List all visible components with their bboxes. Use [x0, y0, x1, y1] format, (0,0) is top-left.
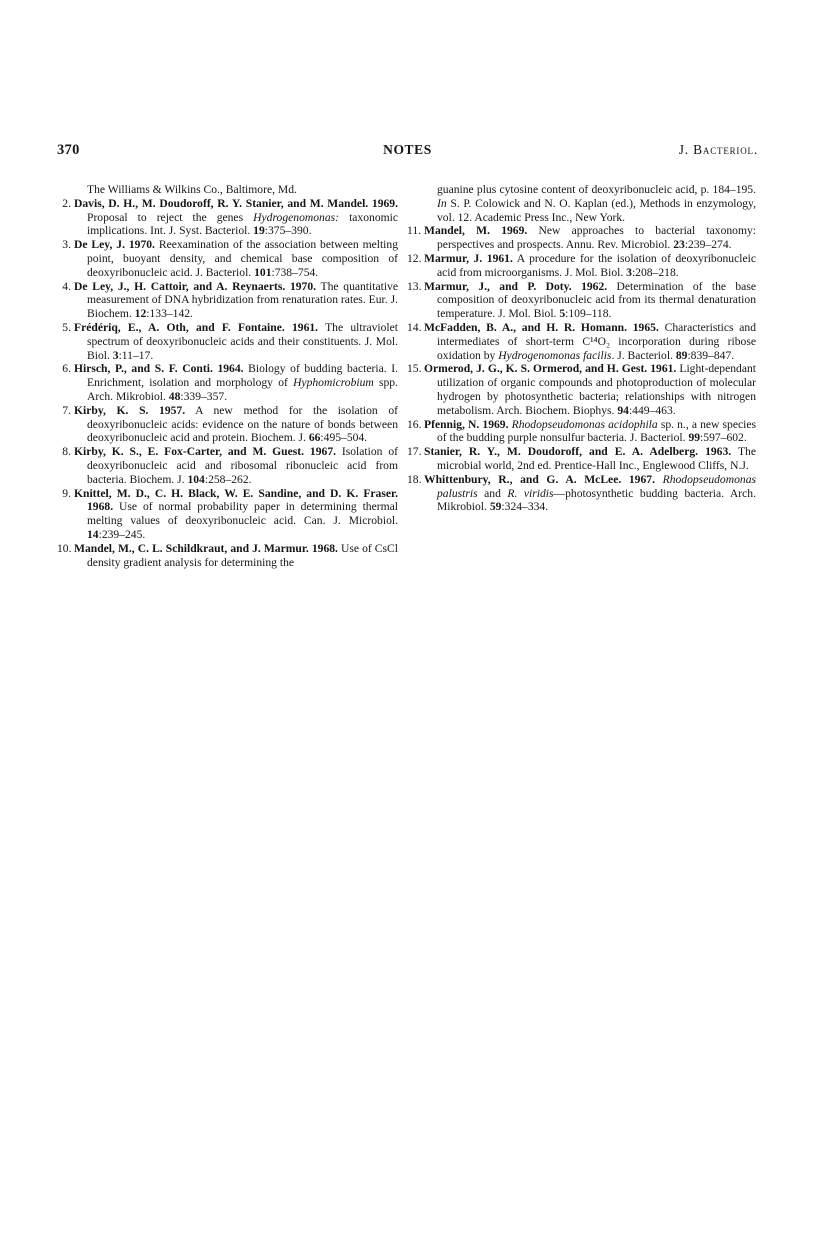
- reference-text: Pfennig, N. 1969.: [424, 417, 509, 431]
- reference-item: [57, 445, 398, 486]
- reference-text: Biology of budding bacteria. I. Enrichment, isolation and morphology of: [87, 362, 398, 390]
- reference-text: and: [477, 486, 508, 500]
- reference-text: . J. Bacteriol.: [611, 348, 676, 362]
- reference-text: Characteristics and intermediates of short-term C¹⁴O₂ incorporation during ribose oxidation by: [437, 320, 756, 362]
- reference-text: Stanier, R. Y., M. Doudoroff, and E. A. Adelberg. 1963.: [424, 445, 732, 459]
- reference-text: Reexamination of the association between melting point, buoyant density, and chemical base composition of deoxyribonucleic acid. J. Bacteriol.: [87, 238, 398, 279]
- references-column-right: [407, 183, 756, 569]
- reference-text: :495–504.: [320, 431, 368, 445]
- reference-text: :11–17.: [118, 348, 154, 362]
- reference-text: sp. n., a new species of the budding purple nonsulfur bacteria. J. Bacteriol.: [437, 417, 756, 445]
- reference-text: :375–390.: [264, 224, 312, 238]
- reference-text: A new method for the isolation of deoxyribonucleic acids: evidence on the nature of bonds between deoxyribonucleic acid and protein. Biochem. J.: [87, 403, 399, 445]
- reference-item: [407, 362, 756, 417]
- reference-item: [407, 418, 756, 446]
- reference-text: :738–754.: [271, 265, 319, 279]
- reference-text: 89: [675, 348, 688, 362]
- reference-text: spp. Arch. Mikrobiol.: [87, 376, 398, 403]
- reference-text: 59: [489, 500, 502, 514]
- reference-item: [407, 252, 756, 280]
- reference-text: Kirby, K. S. 1957.: [74, 403, 186, 417]
- reference-text: Use of normal probability paper in determining thermal melting values of deoxyribonucleic acid. Can. J. Microbiol.: [87, 500, 398, 528]
- reference-text: The quantitative measurement of DNA hybridization from renaturation rates. Eur. J. Biochem.: [87, 279, 399, 321]
- reference-text: 48: [168, 389, 181, 403]
- reference-text: Hydrogenomonas:: [253, 210, 340, 224]
- reference-text: Rhodopseudomonas acidophila: [511, 417, 658, 431]
- reference-text: 5: [559, 307, 566, 321]
- references-section: [57, 183, 756, 569]
- reference-text: De Ley, J., H. Cattoir, and A. Reynaerts. 1970.: [74, 279, 317, 293]
- reference-item: [57, 197, 398, 238]
- reference-text: Light-dependant utilization of organic compounds and photoproduction of molecular hydrogen by photosynthetic bacteria; relationships with nitrogen metabolism. Arch. Biochem. Biophys.: [437, 362, 756, 417]
- reference-number: 18.: [407, 472, 422, 486]
- reference-number: 5.: [62, 320, 71, 334]
- reference-text: :258–262.: [204, 472, 252, 486]
- reference-text: [655, 473, 663, 486]
- reference-number: 2.: [62, 196, 71, 210]
- reference-text: New approaches to bacterial taxonomy: perspectives and prospects. Annu. Rev. Microbiol.: [437, 224, 756, 252]
- reference-number: 4.: [62, 279, 71, 293]
- reference-text: S. P. Colowick and N. O. Kaplan (ed.), Methods in enzymology, vol. 12. Academic Press Inc., New York.: [437, 196, 756, 224]
- reference-item: [57, 280, 398, 321]
- reference-continuation: [57, 183, 398, 197]
- reference-item: [57, 404, 398, 445]
- reference-text: 12: [134, 307, 147, 321]
- reference-text: 101: [254, 265, 272, 279]
- reference-number: 10.: [57, 541, 72, 555]
- reference-item: [57, 487, 398, 542]
- reference-text: :109–118.: [565, 307, 612, 321]
- reference-text: 3: [626, 265, 632, 279]
- reference-text: De Ley, J. 1970.: [74, 238, 155, 252]
- reference-text: In: [437, 196, 447, 210]
- reference-text: Isolation of deoxyribonucleic acid and ribosomal ribonucleic acid from bacteria. Biochem. J.: [87, 445, 398, 486]
- reference-text: 66: [308, 431, 321, 445]
- reference-text: Frédériq, E., A. Oth, and F. Fontaine. 1961.: [74, 320, 319, 334]
- journal-name: J. Bacteriol.: [678, 142, 758, 157]
- reference-number: 3.: [62, 238, 71, 252]
- references-column-left: [57, 183, 398, 569]
- reference-number: 16.: [407, 417, 422, 431]
- reference-text: Mandel, M., C. L. Schildkraut, and J. Marmur. 1968.: [74, 541, 338, 555]
- reference-text: 104: [187, 472, 205, 486]
- reference-text: Hyphomicrobium: [293, 376, 374, 390]
- reference-number: 11.: [407, 224, 422, 238]
- page-header: [57, 142, 758, 159]
- reference-text: :324–334.: [501, 500, 549, 514]
- reference-number: 17.: [407, 445, 422, 459]
- reference-item: [407, 445, 756, 473]
- reference-text: Marmur, J. 1961.: [424, 251, 513, 265]
- reference-text: Mandel, M. 1969.: [424, 224, 528, 238]
- reference-text: 3: [112, 348, 119, 362]
- reference-text: The Williams & Wilkins Co., Baltimore, Md.: [87, 183, 297, 196]
- reference-item: [407, 224, 756, 252]
- reference-text: Davis, D. H., M. Doudoroff, R. Y. Stanier, and M. Mandel. 1969.: [74, 196, 398, 210]
- reference-text: 23: [673, 238, 685, 252]
- reference-continuation: [407, 183, 756, 224]
- reference-text: Hirsch, P., and S. F. Conti. 1964.: [74, 362, 244, 376]
- reference-text: :239–274.: [684, 238, 732, 252]
- reference-text: Rhodopseudomonas palustris: [437, 472, 756, 500]
- reference-text: :449–463.: [628, 403, 676, 417]
- reference-text: :339–357.: [180, 389, 228, 403]
- reference-text: —photosynthetic budding bacteria. Arch. Mikrobiol.: [437, 486, 756, 514]
- reference-text: McFadden, B. A., and H. R. Homann. 1965.: [424, 320, 659, 334]
- reference-number: 7.: [62, 403, 71, 417]
- reference-text: A procedure for the isolation of deoxyribonucleic acid from microorganisms. J. Mol. Biol.: [437, 251, 756, 279]
- reference-item: [57, 321, 398, 362]
- reference-text: 14: [87, 527, 99, 541]
- reference-text: Hydrogenomonas facilis: [498, 348, 612, 362]
- reference-text: :597–602.: [700, 431, 747, 445]
- reference-text: guanine plus cytosine content of deoxyribonucleic acid, p. 184–195.: [437, 183, 756, 196]
- reference-item: [407, 280, 756, 321]
- reference-text: Kirby, K. S., E. Fox-Carter, and M. Guest. 1967.: [74, 445, 337, 459]
- reference-text: :133–142.: [146, 307, 193, 321]
- reference-item: [57, 542, 398, 570]
- reference-text: taxonomic implications. Int. J. Syst. Bacteriol.: [87, 210, 399, 238]
- reference-text: 19: [253, 224, 265, 238]
- reference-item: [407, 321, 756, 362]
- reference-text: The microbial world, 2nd ed. Prentice-Hall Inc., Englewood Cliffs, N.J.: [437, 445, 756, 472]
- reference-number: 9.: [62, 486, 71, 500]
- running-head-title: NOTES: [383, 142, 432, 157]
- reference-text: 99: [688, 431, 701, 445]
- reference-text: Determination of the base composition of deoxyribonucleic acid from its thermal denaturation temperature. J. Mol. Biol.: [437, 279, 756, 321]
- reference-number: 14.: [407, 320, 422, 334]
- reference-text: Marmur, J., and P. Doty. 1962.: [424, 279, 608, 293]
- reference-text: :208–218.: [631, 265, 679, 279]
- reference-text: Whittenbury, R., and G. A. McLee. 1967.: [424, 472, 655, 486]
- reference-text: R. viridis: [507, 486, 554, 500]
- reference-text: Proposal to reject the genes: [87, 210, 254, 224]
- reference-item: [57, 362, 398, 403]
- page-number: 370: [57, 142, 80, 158]
- reference-item: [407, 473, 756, 514]
- reference-number: 13.: [407, 279, 422, 293]
- reference-text: :239–245.: [98, 527, 146, 541]
- reference-text: :839–847.: [687, 348, 735, 362]
- reference-number: 15.: [407, 362, 422, 376]
- reference-number: 8.: [62, 445, 71, 459]
- reference-item: [57, 238, 398, 279]
- reference-text: Knittel, M. D., C. H. Black, W. E. Sandine, and D. K. Fraser. 1968.: [74, 486, 398, 514]
- reference-text: The ultraviolet spectrum of deoxyribonucleic acids and their constituents. J. Mol. Biol.: [87, 320, 399, 362]
- reference-text: 94: [617, 403, 629, 417]
- reference-text: Use of CsCl density gradient analysis for determining the: [87, 541, 398, 569]
- reference-number: 12.: [407, 251, 422, 265]
- reference-number: 6.: [62, 362, 71, 376]
- reference-text: Ormerod, J. G., K. S. Ormerod, and H. Gest. 1961.: [424, 362, 677, 376]
